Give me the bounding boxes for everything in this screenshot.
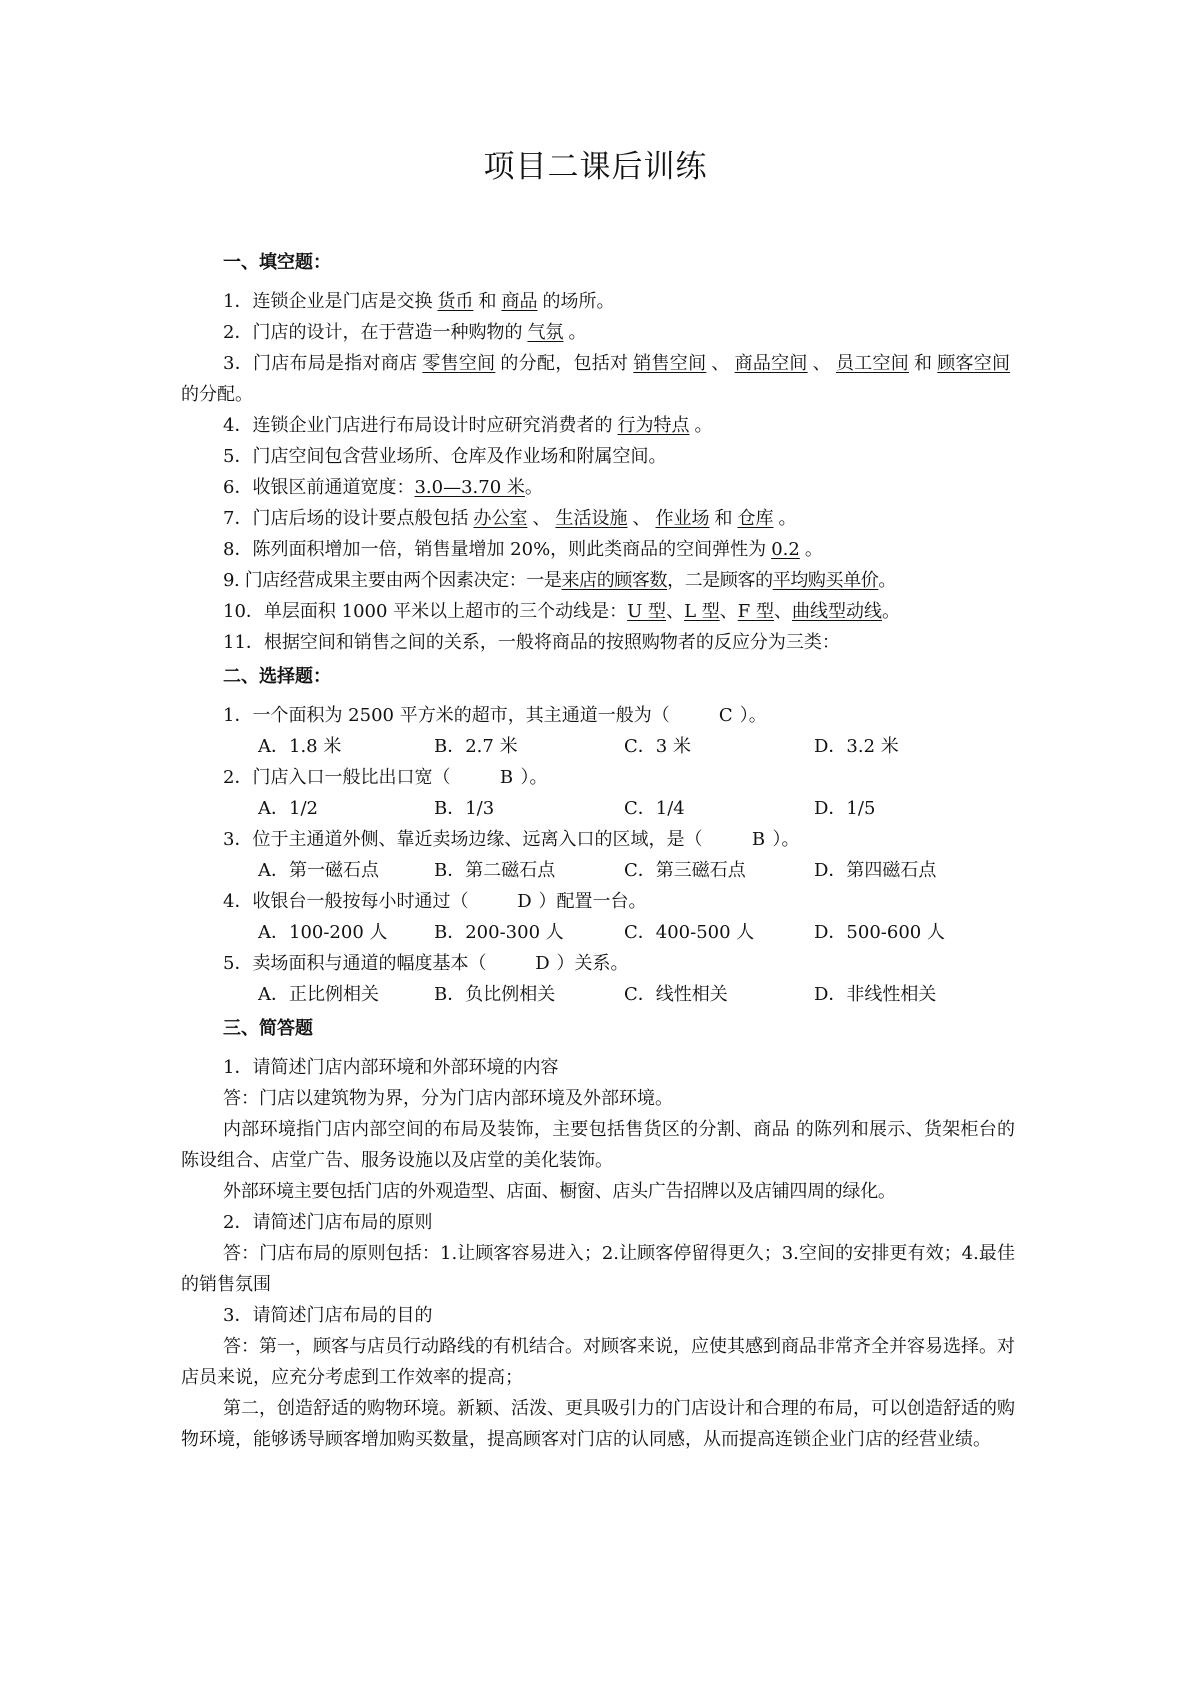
option-c: C．400-500 人 bbox=[624, 922, 755, 943]
option-c: C．3 米 bbox=[624, 736, 691, 757]
answer-blank: 顾客空间 bbox=[937, 353, 1011, 374]
answer-blank: 办公室 bbox=[473, 508, 528, 529]
fill-question-8: 8．陈列面积增加一倍，销售量增加 20%，则此类商品的空间弹性为 0.2 。 bbox=[223, 539, 823, 560]
answer-paragraph: 答：第一，顾客与店员行动路线的有机结合。对顾客来说，应使其感到商品非常齐全并容易选择。对店员来说，应充分考虑到工作效率的提高； bbox=[181, 1336, 1015, 1388]
answer-blank: F 型 bbox=[737, 601, 774, 622]
option-row bbox=[181, 979, 1015, 1010]
option-row bbox=[181, 731, 1015, 762]
question-stem: 2．门店入口一般比出口宽（ B ）。 bbox=[181, 762, 1015, 793]
choice-question-5 bbox=[181, 948, 1015, 1010]
option-b: B．1/3 bbox=[434, 798, 495, 819]
option-c: C．线性相关 bbox=[624, 984, 728, 1005]
option-b: B．2.7 米 bbox=[434, 736, 518, 757]
answer-blank: 曲线型动线 bbox=[791, 601, 882, 622]
option-a: A．1/2 bbox=[258, 798, 318, 819]
option-a: A．100-200 人 bbox=[258, 922, 388, 943]
choice-answer: D bbox=[517, 891, 532, 912]
answer-paragraph: 第二，创造舒适的购物环境。新颖、活泼、更具吸引力的门店设计和合理的布局，可以创造舒适的购物环境，能够诱导顾客增加购买数量，提高顾客对门店的认同感，从而提高连锁企业门店的经营业绩。 bbox=[181, 1398, 1015, 1450]
option-d: D．500-600 人 bbox=[814, 922, 945, 943]
section-heading-multiple-choice: 二、选择题： bbox=[223, 666, 331, 687]
option-b: B．负比例相关 bbox=[434, 984, 556, 1005]
question-stem: 3．位于主通道外侧、靠近卖场边缘、远离入口的区域，是（ B ）。 bbox=[181, 824, 1015, 855]
fill-question-3: 3．门店布局是指对商店 零售空间 的分配，包括对 销售空间 、 商品空间 、 员工空间 和 顾客空间的分配。 bbox=[181, 348, 1015, 410]
question-stem: 5．卖场面积与通道的幅度基本（ D ）关系。 bbox=[181, 948, 1015, 979]
answer-blank: 生活设施 bbox=[555, 508, 628, 529]
choice-question-1 bbox=[181, 700, 1015, 762]
short-question-1: 1．请简述门店内部环境和外部环境的内容 bbox=[223, 1057, 559, 1078]
short-question-3: 3．请简述门店布局的目的 bbox=[223, 1305, 433, 1326]
fill-question-5: 5．门店空间包含营业场所、仓库及作业场和附属空间。 bbox=[223, 446, 667, 467]
choice-question-2 bbox=[181, 762, 1015, 824]
option-b: B．第二磁石点 bbox=[434, 860, 556, 881]
choice-question-4 bbox=[181, 886, 1015, 948]
option-row bbox=[181, 855, 1015, 886]
answer-paragraph: 内部环境指门店内部空间的布局及装饰，主要包括售货区的分割、商品 的陈列和展示、货架柜台的陈设组合、店堂广告、服务设施以及店堂的美化装饰。 bbox=[181, 1119, 1015, 1171]
answer-blank: 作业场 bbox=[655, 508, 710, 529]
option-b: B．200-300 人 bbox=[434, 922, 564, 943]
answer-blank: 平均购买单价 bbox=[772, 570, 879, 591]
question-stem: 4．收银台一般按每小时通过（ D ）配置一台。 bbox=[181, 886, 1015, 917]
answer-blank: 0.2 bbox=[771, 539, 800, 560]
option-d: D．3.2 米 bbox=[814, 736, 899, 757]
option-c: C．1/4 bbox=[624, 798, 685, 819]
question-stem: 1．一个面积为 2500 平方米的超市，其主通道一般为（ C ）。 bbox=[181, 700, 1015, 731]
option-c: C．第三磁石点 bbox=[624, 860, 746, 881]
choice-answer: D bbox=[535, 953, 550, 974]
choice-answer: C bbox=[718, 705, 733, 726]
option-d: D．非线性相关 bbox=[814, 984, 937, 1005]
fill-question-11: 11．根据空间和销售之间的关系，一般将商品的按照购物者的反应分为三类： bbox=[223, 632, 840, 653]
answer-blank: 销售空间 bbox=[633, 353, 707, 374]
option-a: A．第一磁石点 bbox=[258, 860, 379, 881]
section-heading-short-answer: 三、简答题 bbox=[223, 1018, 313, 1039]
answer-blank: 员工空间 bbox=[835, 353, 909, 374]
choice-answer: B bbox=[751, 829, 766, 850]
document-body bbox=[181, 248, 1015, 1455]
answer-blank: 货币 bbox=[437, 291, 474, 312]
answer-blank: 仓库 bbox=[737, 508, 774, 529]
answer-blank: 零售空间 bbox=[422, 353, 496, 374]
answer-blank: 来店的顾客数 bbox=[561, 570, 668, 591]
option-a: A．1.8 米 bbox=[258, 736, 342, 757]
option-row bbox=[181, 917, 1015, 948]
fill-question-1: 1．连锁企业是门店是交换 货币 和 商品 的场所。 bbox=[223, 291, 615, 312]
choice-answer: B bbox=[499, 767, 514, 788]
fill-question-7: 7．门店后场的设计要点般包括 办公室 、 生活设施 、 作业场 和 仓库 。 bbox=[223, 508, 797, 529]
fill-question-2: 2．门店的设计，在于营造一种购物的 气氛 。 bbox=[223, 322, 587, 343]
page-title: 项目二课后训练 bbox=[483, 149, 708, 185]
answer-paragraph: 答：门店以建筑物为界，分为门店内部环境及外部环境。 bbox=[223, 1088, 673, 1109]
answer-blank: 气氛 bbox=[527, 322, 564, 343]
answer-paragraph: 答：门店布局的原则包括：1.让顾客容易进入；2.让顾客停留得更久；3.空间的安排更有效；4.最佳的销售氛围 bbox=[181, 1243, 1015, 1295]
fill-question-10: 10．单层面积 1000 平米以上超市的三个动线是：U 型、L 型、F 型、曲线型动线。 bbox=[223, 601, 900, 622]
option-d: D．第四磁石点 bbox=[814, 860, 937, 881]
choice-question-3 bbox=[181, 824, 1015, 886]
option-d: D．1/5 bbox=[814, 798, 876, 819]
short-question-2: 2．请简述门店布局的原则 bbox=[223, 1212, 433, 1233]
option-a: A．正比例相关 bbox=[258, 984, 379, 1005]
answer-blank: 商品空间 bbox=[734, 353, 808, 374]
fill-question-6: 6．收银区前通道宽度：3.0—3.70 米。 bbox=[223, 477, 543, 498]
option-row bbox=[181, 793, 1015, 824]
answer-blank: 行为特点 bbox=[617, 415, 690, 436]
answer-paragraph: 外部环境主要包括门店的外观造型、店面、橱窗、店头广告招牌以及店铺四周的绿化。 bbox=[223, 1181, 896, 1202]
answer-blank: 商品 bbox=[501, 291, 538, 312]
fill-question-9: 9. 门店经营成果主要由两个因素决定：一是来店的顾客数，二是顾客的平均购买单价。 bbox=[223, 570, 896, 591]
answer-blank: 3.0—3.70 米 bbox=[414, 477, 525, 498]
section-heading-fill-in: 一、填空题： bbox=[223, 252, 331, 273]
answer-blank: L 型 bbox=[684, 601, 720, 622]
answer-blank: U 型 bbox=[627, 601, 667, 622]
fill-question-4: 4．连锁企业门店进行布局设计时应研究消费者的 行为特点 。 bbox=[223, 415, 713, 436]
